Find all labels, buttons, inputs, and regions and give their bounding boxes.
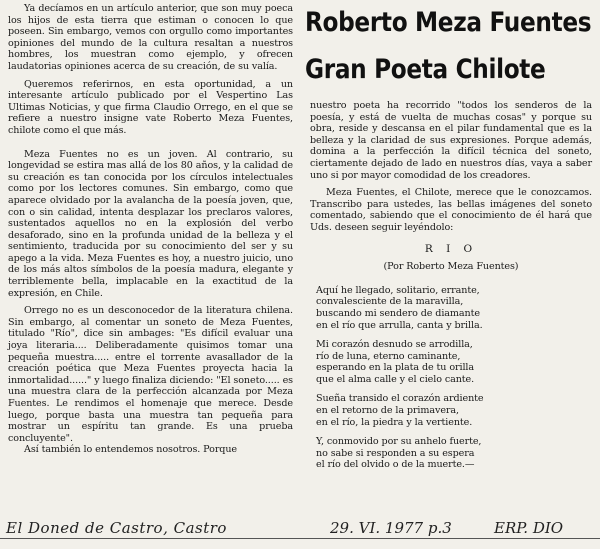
- poem-stanza: [316, 285, 592, 331]
- article-paragraph: Ya decíamos en un artículo anterior, que son muy poeca los hijos de esta tierra que estiman o conocen lo que poseen. Sin embargo, vemos con orgullo como importantes opiniones del mundo de la cultura resaltan a nuestros hombres, los muestran como ejemplo, y ofrecen laudatorias opiniones acerca de su creación, de su valía.: [8, 3, 293, 72]
- poem-line: el río del olvido o de la muerte.—: [316, 459, 475, 471]
- article-paragraph: Meza Fuentes, el Chilote, merece que le conozcamos. Transcribo para ustedes, las bellas imágenes del soneto comentado, sabiendo que el conocimiento de él hará que Uds. deseen seguir leyéndolo:: [310, 187, 592, 233]
- poem-line: Sueña transido el corazón ardiente: [316, 393, 484, 405]
- handwritten-source-note: El Doned de Castro, Castro: [6, 519, 227, 537]
- poem-line: Mi corazón desnudo se arrodilla,: [316, 339, 473, 351]
- poem-line: en el retorno de la primavera,: [316, 405, 459, 417]
- article-paragraph: Orrego no es un desconocedor de la literatura chilena. Sin embargo, al comentar un soneto de Meza Fuentes, titulado "Río", dice sin ambages: "Es difícil evaluar una joya literaria.... Deliberadamente quisimos tomar una pequeña muestra..... entre el torrente avasallador de la creación poética que Meza Fuentes proyecta hacia la inmortalidad......" y luego finaliza diciendo: "El soneto..... es una muestra clara de la perfección alcanzada por Meza Fuentes. Le rendimos el homenaje que merece. Desde luego, porque basta una muestra tan pequeña para mostrar un espíritu tan grande. Es una prueba concluyente".: [8, 305, 293, 444]
- left-article-column: [8, 3, 293, 462]
- poem-stanza: [316, 393, 592, 428]
- article-paragraph: Así también lo entendemos nosotros. Porque: [24, 444, 238, 456]
- poem-line: en el río que arrulla, canta y brilla.: [316, 319, 483, 331]
- handwritten-code-note: ERP. DIO: [494, 519, 564, 537]
- poem-author: (Por Roberto Meza Fuentes): [383, 261, 519, 273]
- poem-line: convalesciente de la maravilla,: [316, 296, 464, 308]
- poem-line: buscando mi sendero de diamante: [316, 307, 480, 319]
- poem-line: Aquí he llegado, solitario, errante,: [316, 284, 480, 296]
- poem-title: R I O: [424, 242, 478, 255]
- headline-line-2: Gran Poeta Chilote: [305, 54, 546, 85]
- article-paragraph: Meza Fuentes no es un joven. Al contrario, su longevidad se estira mas allá de los 80 años, y la calidad de su creación es tan conocida por los círculos intelectuales como por los lectores comunes. Sin embargo, como que aparece olvidado por la avalancha de la poesía joven, que, con o sin calidad, intenta desplazar los preclaros valores, sustentados aquellos no en la explosión del verbo desaforado, sino en la profunda unidad de la belleza y el sentimiento, traducida por su conocimiento del ser y su apego a la vida. Meza Fuentes es hoy, a nuestro juicio, uno de los más altos símbolos de la poesía madura, elegante y terriblemente bella, implacable en la exactitud de la expresión, en Chile.: [8, 148, 293, 299]
- article-paragraph: Queremos referirnos, en esta oportunidad, a un interesante artículo publicado por el Vespertino Las Ultimas Noticias, y que firma Claudio Orrego, en el que se refiere a nuestro insigne vate Roberto Meza Fuentes, chilote como el que más.: [8, 78, 293, 136]
- poem-line: río de luna, eterno caminante,: [316, 350, 461, 362]
- article-paragraph: nuestro poeta ha recorrido "todos los senderos de la poesía, y está de vuelta de muchas cosas" y porque su obra, reside y descansa en el pilar fundamental que es la belleza y la claridad de sus expresiones. Porque además, domina a la perfección la difícil técnica del soneto, ciertamente dejado de lado en nuestros días, vaya a saber uno si por mayor comodidad de los creadores.: [310, 100, 592, 181]
- right-article-column: [310, 100, 592, 479]
- handwritten-date-note: 29. VI. 1977 p.3: [330, 519, 452, 537]
- poem-line: no sabe si responden a su espera: [316, 447, 475, 459]
- poem-line: Y, conmovido por su anhelo fuerte,: [316, 436, 482, 448]
- poem-line: en el río, la piedra y la vertiente.: [316, 416, 473, 428]
- poem-stanza: [316, 339, 592, 385]
- poem-line: esperando en la plata de tu orilla: [316, 362, 475, 374]
- poem-stanza: [316, 436, 592, 471]
- poem-line: que el alma calle y el cielo cante.: [316, 373, 475, 385]
- headline-line-1: Roberto Meza Fuentes: [305, 7, 592, 38]
